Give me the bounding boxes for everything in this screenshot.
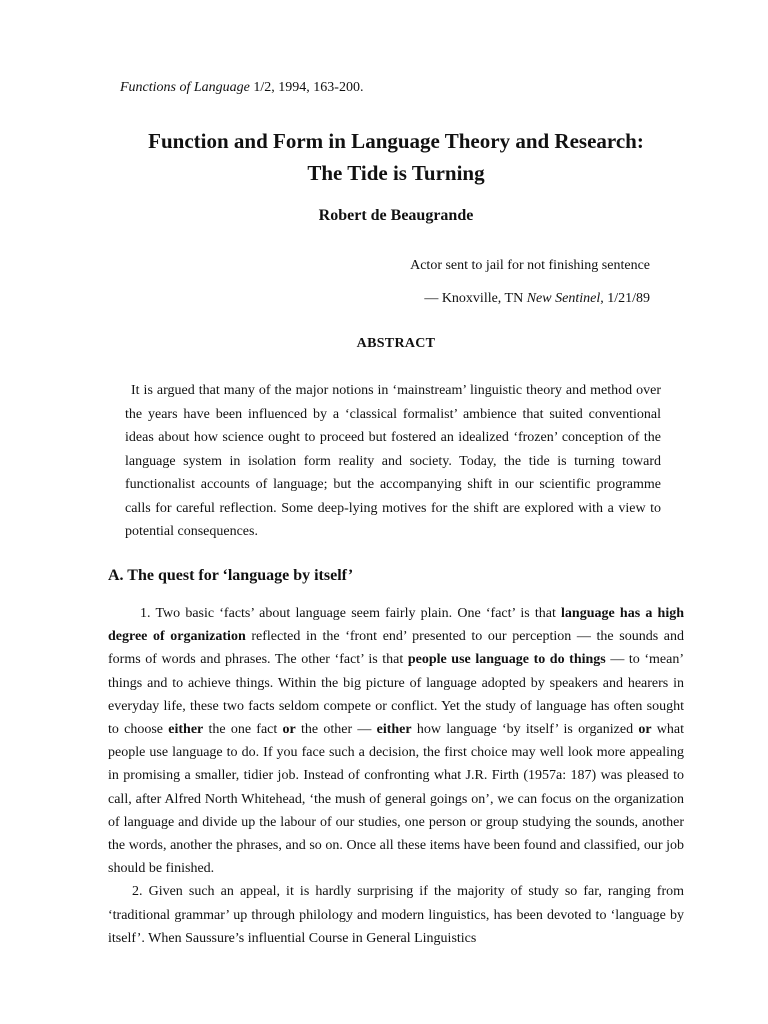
citation-details: 1/2, 1994, 163-200.: [249, 80, 364, 95]
p1-bold-4: or: [282, 722, 296, 738]
author-name: Robert de Beaugrande: [318, 207, 474, 224]
epigraph-quote: Actor sent to jail for not finishing sentence: [410, 258, 650, 273]
epigraph-source-prefix: — Knoxville, TN: [424, 291, 527, 306]
journal-citation: [120, 78, 363, 98]
epigraph-source: [230, 289, 650, 309]
paragraph-2: 2. Given such an appeal, it is hardly surprising if the majority of study so far, ranging from ‘traditional grammar’ up through philology and modern linguistics, has been devoted to ‘language by itself’. When Saussure’s influential Course in General Linguistics: [108, 884, 684, 946]
p1-bold-6: or: [638, 722, 652, 738]
abstract-heading: ABSTRACT: [356, 336, 436, 351]
section-heading: A. The quest for ‘language by itself’: [108, 567, 354, 584]
p1-bold-5: either: [376, 722, 412, 738]
p1-text-5: the other —: [295, 722, 377, 738]
paper-title: [80, 125, 712, 189]
p1-bold-2: people use language to do things: [407, 652, 606, 668]
p1-text-3: — to ‘mean’ things and to achieve things. Within the big picture of language adopted by speakers and hearers in everyday life, these two facts seldom compete or conflict. Yet the study of language has often sought to choose: [108, 652, 684, 738]
epigraph-publication: New Sentinel: [526, 291, 601, 306]
title-line-1: Function and Form in Language Theory and Research:: [148, 129, 644, 153]
journal-name: Functions of Language: [120, 80, 250, 95]
paragraph-1: [108, 602, 684, 880]
abstract-text: It is argued that many of the major notions in ‘mainstream’ linguistic theory and method over the years have been influenced by a ‘classical formalist’ ambience that suited conventional ideas about how science ought to proceed but fostered an idealized ‘frozen’ conception of the language system in isolation form reality and society. Today, the tide is turning toward functionalist accounts of language; but the accompanying shift in our scientific programme calls for careful reflection. Some deep-lying motives for the shift are explored with a view to potential consequences.: [125, 383, 661, 539]
p1-bold-3: either: [168, 722, 204, 738]
p1-text-1: 1. Two basic ‘facts’ about language seem fairly plain. One ‘fact’ is that: [140, 606, 562, 621]
p1-bold-1: language has a high degree of organization: [108, 606, 684, 645]
body-text: [108, 602, 684, 950]
epigraph-date: , 1/21/89: [600, 291, 650, 306]
title-line-2: The Tide is Turning: [307, 161, 485, 185]
p1-text-6: how language ‘by itself’ is organized: [411, 722, 639, 738]
p1-text-2: reflected in the ‘front end’ presented to our perception — the sounds and forms of words and phrases. The other ‘fact’ is that: [108, 629, 685, 668]
p1-text-7: what people use language to do. If you face such a decision, the first choice may well look more appealing in promising a smaller, tidier job. Instead of confronting what J.R. Firth (1957a: 187) was pleased to call, after Alfred North Whitehead, ‘the mush of general goings on’, we can focus on the organization of language and divide up the labour of our studies, one person or group studying the sounds, another the words, another the phrases, and so on. Once all these items have been found and classified, our job should be finished.: [108, 722, 684, 877]
p1-text-4: the one fact: [203, 722, 283, 738]
epigraph: [230, 256, 650, 322]
